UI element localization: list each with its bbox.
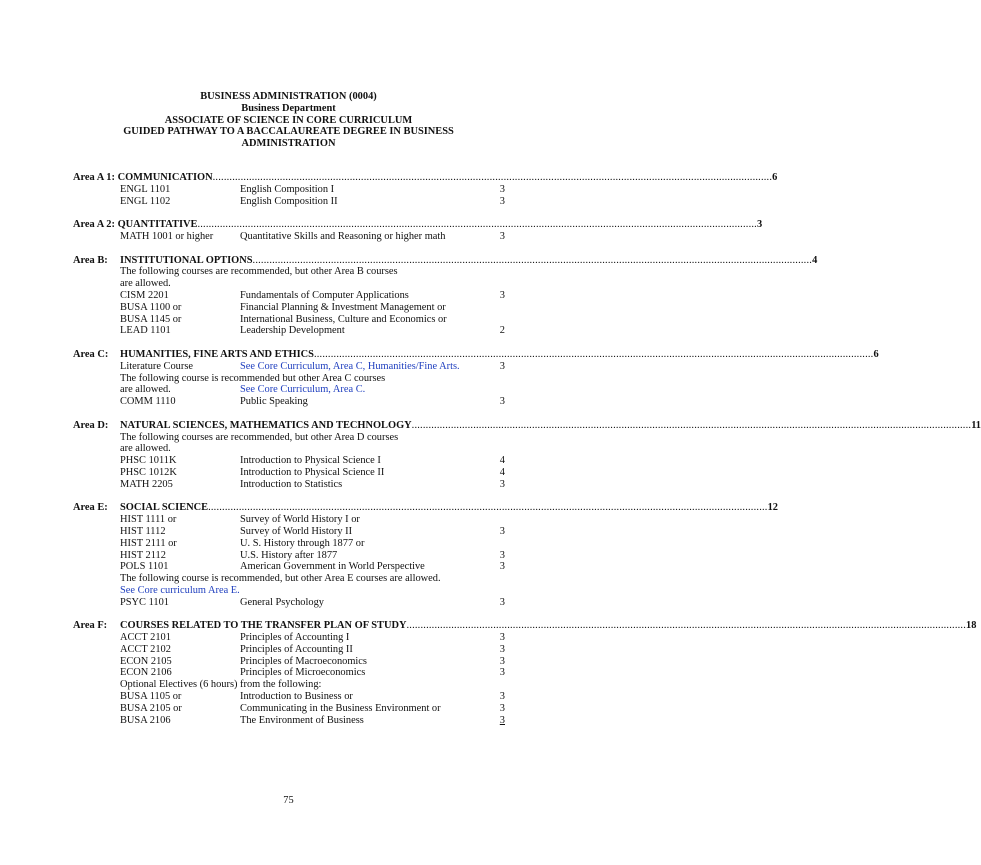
credit-hours: 3 — [499, 643, 505, 655]
course-code: MATH 1001 or higher — [120, 230, 214, 242]
course-row — [73, 632, 505, 644]
course-row — [73, 302, 505, 314]
dot-leader: ........................................................................................................................................................................................................ — [212, 172, 773, 183]
core-curriculum-link[interactable]: See Core curriculum Area E. — [120, 584, 240, 596]
course-row — [73, 361, 505, 373]
area-heading — [73, 254, 818, 267]
page-number: 75 — [283, 795, 294, 806]
document-header — [0, 91, 577, 150]
area-heading — [73, 419, 981, 432]
area-note — [73, 573, 505, 585]
course-name: Principles of Accounting II — [240, 643, 353, 655]
area-title: SOCIAL SCIENCE — [120, 502, 209, 514]
course-name: Introduction to Physical Science I — [240, 455, 381, 467]
note-text: The following courses are recommended, but other Area D courses — [120, 431, 399, 443]
course-row — [73, 691, 505, 703]
area-heading — [73, 219, 763, 231]
course-code: BUSA 2105 or — [120, 702, 182, 714]
curriculum-area — [73, 254, 818, 338]
area-heading — [73, 620, 977, 632]
dot-leader: ........................................................................................................................................................................................................ — [208, 502, 768, 514]
course-code: LEAD 1101 — [120, 325, 171, 337]
area-title: HUMANITIES, FINE ARTS AND ETHICS — [120, 348, 314, 360]
curriculum-area — [73, 348, 879, 408]
area-note — [73, 443, 505, 455]
course-row — [73, 384, 505, 396]
course-row — [73, 667, 505, 679]
note-text: are allowed. — [120, 278, 171, 290]
area-code: Area E: — [73, 502, 108, 514]
dot-leader: ........................................................................................................................................................................................................ — [252, 254, 813, 266]
course-code: CISM 2201 — [120, 289, 169, 301]
course-code: ACCT 2102 — [120, 643, 171, 655]
area-code: Area B: — [73, 254, 108, 266]
area-title: QUANTITATIVE — [117, 219, 198, 231]
credit-hours: 4 — [499, 466, 505, 478]
course-name: Quantitative Skills and Reasoning or higher math — [240, 230, 446, 242]
course-row — [73, 561, 505, 573]
dot-leader: ........................................................................................................................................................................................................ — [313, 348, 874, 360]
program-title: BUSINESS ADMINISTRATION (0004) — [200, 91, 377, 102]
course-row — [73, 526, 505, 538]
core-curriculum-link[interactable]: See Core Curriculum, Area C. — [240, 384, 366, 396]
course-code: BUSA 1100 or — [120, 301, 182, 313]
area-code: Area C: — [73, 348, 109, 360]
course-name: Introduction to Statistics — [240, 478, 343, 490]
area-code: Area A 2: — [73, 219, 115, 231]
core-curriculum-link[interactable]: See Core Curriculum, Area C, Humanities/Fine Arts. — [240, 360, 460, 372]
course-name: Leadership Development — [240, 325, 345, 337]
course-row — [73, 538, 505, 550]
course-code: MATH 2205 — [120, 478, 173, 490]
course-code: BUSA 2106 — [120, 714, 171, 726]
course-row — [73, 715, 505, 727]
course-code: ENGL 1101 — [120, 183, 171, 195]
course-name: Communicating in the Business Environment or — [240, 702, 441, 714]
course-row — [73, 550, 505, 562]
course-name: Principles of Macroeconomics — [240, 655, 367, 667]
note-text: The following courses are recommended, but other Area B courses — [120, 266, 398, 278]
course-code: ENGL 1102 — [120, 195, 171, 207]
credit-hours: 3 — [499, 691, 505, 703]
dot-leader: ........................................................................................................................................................................................................ — [411, 419, 972, 431]
course-code: HIST 2111 or — [120, 537, 177, 549]
credit-hours: 3 — [499, 230, 505, 242]
curriculum-area — [73, 502, 778, 608]
area-title: INSTITUTIONAL OPTIONS — [120, 254, 253, 266]
course-code: are allowed. — [120, 384, 171, 396]
credit-hours: 3 — [499, 667, 505, 679]
area-hours: 6 — [873, 348, 879, 360]
course-code: HIST 2112 — [120, 549, 166, 561]
area-heading — [73, 502, 778, 514]
course-name: Fundamentals of Computer Applications — [240, 289, 409, 301]
department-name: Business Department — [241, 102, 336, 114]
area-title: COURSES RELATED TO THE TRANSFER PLAN OF STUDY — [120, 620, 407, 632]
course-code: Literature Course — [120, 360, 193, 372]
course-code: PSYC 1101 — [120, 596, 169, 608]
pathway-title-continued: ADMINISTRATION — [241, 138, 336, 150]
credit-hours: 3 — [499, 632, 505, 644]
course-name: International Business, Culture and Economics or — [240, 313, 447, 325]
area-hours: 6 — [772, 172, 778, 183]
note-text: The following course is recommended, but other Area E courses are allowed. — [120, 573, 441, 585]
credit-hours: 3 — [499, 596, 505, 608]
course-row — [73, 644, 505, 656]
course-name: Public Speaking — [240, 396, 308, 408]
area-note — [73, 266, 505, 278]
area-code: Area A 1: — [73, 172, 115, 183]
curriculum-list — [73, 172, 981, 738]
area-hours: 11 — [971, 419, 981, 431]
course-name: English Composition II — [240, 195, 338, 207]
course-row — [73, 184, 505, 196]
course-name: Financial Planning & Investment Management or — [240, 301, 446, 313]
course-row — [73, 314, 505, 326]
course-row — [73, 656, 505, 668]
credit-hours: 2 — [499, 325, 505, 337]
credit-hours: 3 — [499, 525, 505, 537]
curriculum-area — [73, 620, 977, 726]
dot-leader: ........................................................................................................................................................................................................ — [197, 219, 757, 231]
course-code: COMM 1110 — [120, 396, 176, 408]
credit-hours: 3 — [499, 655, 505, 667]
course-code: BUSA 1105 or — [120, 691, 182, 703]
credit-hours: 4 — [499, 455, 505, 467]
curriculum-area — [73, 172, 778, 207]
credit-hours: 3 — [499, 195, 505, 207]
area-note — [73, 585, 505, 597]
course-name: Principles of Accounting I — [240, 632, 350, 644]
note-text: Optional Electives (6 hours) from the following: — [120, 679, 322, 691]
credit-hours: 3 — [499, 183, 505, 195]
course-code: POLS 1101 — [120, 561, 169, 573]
credit-hours: 3 — [499, 714, 505, 726]
course-name: Introduction to Physical Science II — [240, 466, 385, 478]
course-code: ECON 2105 — [120, 655, 172, 667]
course-code: HIST 1112 — [120, 525, 166, 537]
note-text: The following course is recommended but other Area C courses — [120, 372, 386, 384]
course-row — [73, 514, 505, 526]
credit-hours: 3 — [499, 561, 505, 573]
dot-leader: ........................................................................................................................................................................................................ — [406, 620, 967, 632]
course-row — [73, 597, 505, 609]
course-row — [73, 196, 505, 208]
course-row — [73, 325, 505, 337]
course-row — [73, 479, 505, 491]
credit-hours: 3 — [499, 702, 505, 714]
area-hours: 4 — [812, 254, 818, 266]
degree-title: ASSOCIATE OF SCIENCE IN CORE CURRICULUM — [164, 114, 413, 126]
credit-hours: 3 — [499, 289, 505, 301]
course-code: HIST 1111 or — [120, 514, 177, 526]
area-heading — [73, 172, 778, 184]
course-name: Survey of World History II — [240, 525, 353, 537]
course-name: The Environment of Business — [240, 714, 364, 726]
course-row — [73, 396, 505, 408]
course-name: American Government in World Perspective — [240, 561, 425, 573]
course-code: ACCT 2101 — [120, 632, 171, 644]
credit-hours: 3 — [499, 478, 505, 490]
area-note — [73, 278, 505, 290]
course-code: PHSC 1012K — [120, 466, 177, 478]
area-hours: 3 — [756, 219, 763, 231]
course-row — [73, 455, 505, 467]
course-code: ECON 2106 — [120, 667, 172, 679]
course-code: BUSA 1145 or — [120, 313, 182, 325]
credit-hours: 3 — [499, 396, 505, 408]
course-name: Principles of Microeconomics — [240, 667, 366, 679]
course-name: U. S. History through 1877 or — [240, 537, 365, 549]
course-name: U.S. History after 1877 — [240, 549, 338, 561]
area-note — [73, 679, 505, 691]
area-code: Area F: — [73, 620, 108, 632]
credit-hours: 3 — [499, 549, 505, 561]
area-hours: 18 — [966, 620, 977, 632]
credit-hours: 3 — [499, 360, 505, 372]
note-text: are allowed. — [120, 443, 171, 455]
curriculum-area — [73, 219, 763, 243]
area-title: COMMUNICATION — [117, 172, 213, 183]
course-row — [73, 703, 505, 715]
pathway-title: GUIDED PATHWAY TO A BACCALAUREATE DEGREE IN BUSINESS — [123, 126, 454, 138]
course-row — [73, 231, 505, 243]
course-name: Survey of World History I or — [240, 514, 360, 526]
course-name: Introduction to Business or — [240, 691, 353, 703]
course-row — [73, 290, 505, 302]
area-heading — [73, 348, 879, 361]
course-row — [73, 467, 505, 479]
course-name: General Psychology — [240, 596, 324, 608]
curriculum-area — [73, 419, 981, 491]
area-note — [73, 432, 505, 444]
area-note — [73, 373, 505, 385]
course-name: English Composition I — [240, 183, 335, 195]
area-hours: 12 — [767, 502, 778, 514]
area-code: Area D: — [73, 419, 109, 431]
course-code: PHSC 1011K — [120, 455, 177, 467]
area-title: NATURAL SCIENCES, MATHEMATICS AND TECHNOLOGY — [120, 419, 412, 431]
